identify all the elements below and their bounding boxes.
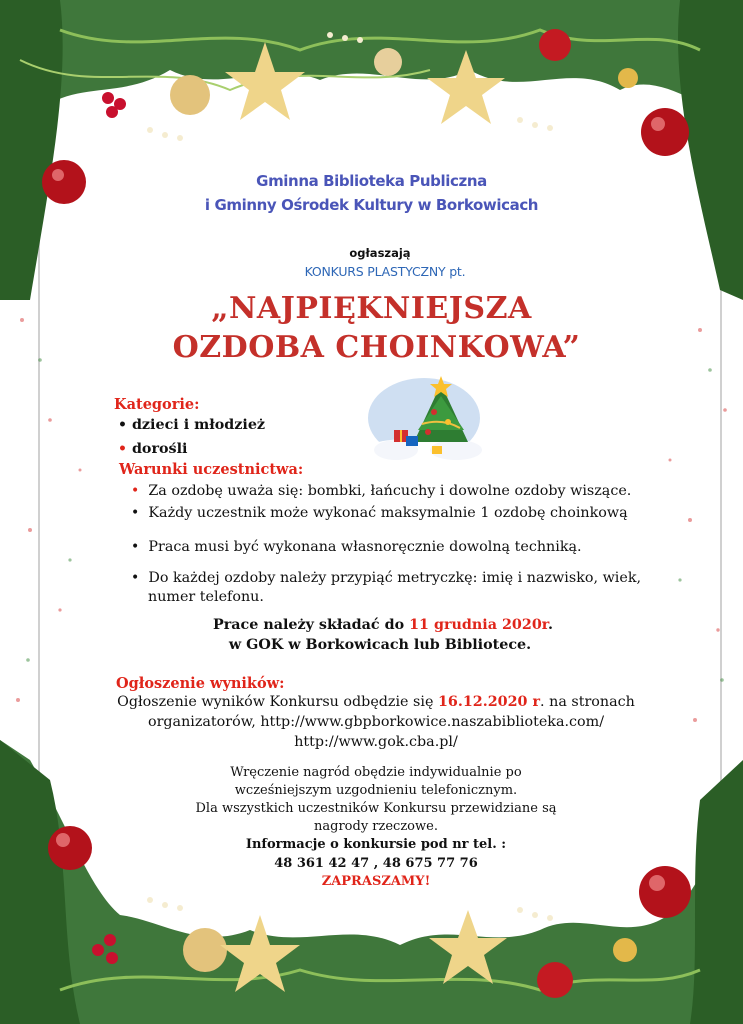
phone-numbers: 48 361 42 47 , 48 675 77 76 bbox=[274, 856, 478, 871]
condition-item: • Praca musi być wykonana własnoręcznie dowolną techniką. bbox=[131, 539, 582, 555]
categories-heading: Kategorie: bbox=[114, 396, 200, 413]
deadline-line-1 bbox=[0, 617, 743, 633]
christmas-tree-illustration bbox=[356, 372, 496, 468]
results-line-1 bbox=[0, 694, 743, 710]
footer-line-3: Dla wszystkich uczestników Konkursu przewidziane są bbox=[195, 801, 557, 816]
results-heading: Ogłoszenie wyników: bbox=[116, 675, 285, 692]
footer-line-1: Wręczenie nagród obędzie indywidualnie po bbox=[230, 765, 522, 780]
category-label: dzieci i młodzież bbox=[131, 417, 266, 433]
conditions-heading: Warunki uczestnictwa: bbox=[119, 461, 304, 478]
results-line-3: http://www.gok.cba.pl/ bbox=[294, 734, 458, 750]
category-item: • dorośli bbox=[118, 441, 188, 457]
condition-text: Za ozdobę uważa się: bombki, łańcuchy i dowolne ozdoby wiszące. bbox=[148, 483, 632, 499]
announce-text: ogłaszają bbox=[349, 246, 411, 260]
results-date: 16.12.2020 r bbox=[437, 694, 541, 710]
category-label: dorośli bbox=[131, 441, 188, 457]
condition-continuation: numer telefonu. bbox=[148, 589, 264, 605]
results-suffix: . na stronach bbox=[540, 694, 635, 710]
condition-item: • Każdy uczestnik może wykonać maksymalnie 1 ozdobę choinkową bbox=[131, 505, 628, 521]
category-item: • dzieci i młodzież bbox=[118, 417, 266, 433]
deadline-suffix: . bbox=[547, 617, 553, 633]
footer-line-4: nagrody rzeczowe. bbox=[314, 819, 438, 834]
contest-title-line-2: OZDOBA CHOINKOWA” bbox=[172, 330, 581, 365]
info-line: Informacje o konkursie pod nr tel. : bbox=[245, 837, 507, 852]
results-line-2: organizatorów, http://www.gbpborkowice.naszabiblioteka.com/ bbox=[147, 714, 605, 730]
condition-text: Praca musi być wykonana własnoręcznie dowolną techniką. bbox=[148, 539, 582, 555]
contest-kind: KONKURS PLASTYCZNY pt. bbox=[304, 264, 466, 279]
condition-item: • Za ozdobę uważa się: bombki, łańcuchy i dowolne ozdoby wiszące. bbox=[131, 483, 632, 499]
organizer-line-1: Gminna Biblioteka Publiczna bbox=[256, 172, 487, 190]
deadline-prefix: Prace należy składać do bbox=[213, 617, 405, 633]
footer-line-2: wcześniejszym uzgodnieniu telefonicznym. bbox=[234, 783, 518, 798]
condition-item: • Do każdej ozdoby należy przypiąć metryczkę: imię i nazwisko, wiek, bbox=[131, 570, 642, 586]
deadline-date: 11 grudnia 2020r bbox=[409, 617, 548, 633]
organizer-line-2: i Gminny Ośrodek Kultury w Borkowicach bbox=[204, 196, 539, 214]
invite-text: ZAPRASZAMY! bbox=[321, 874, 431, 889]
deadline-line-2: w GOK w Borkowicach lub Bibliotece. bbox=[228, 637, 532, 653]
condition-text: Do każdej ozdoby należy przypiąć metryczkę: imię i nazwisko, wiek, bbox=[148, 570, 642, 586]
results-prefix: Ogłoszenie wyników Konkursu odbędzie się bbox=[117, 694, 434, 710]
condition-text: Każdy uczestnik może wykonać maksymalnie 1 ozdobę choinkową bbox=[148, 505, 628, 521]
contest-title-line-1: „NAJPIĘKNIEJSZA bbox=[211, 291, 532, 326]
